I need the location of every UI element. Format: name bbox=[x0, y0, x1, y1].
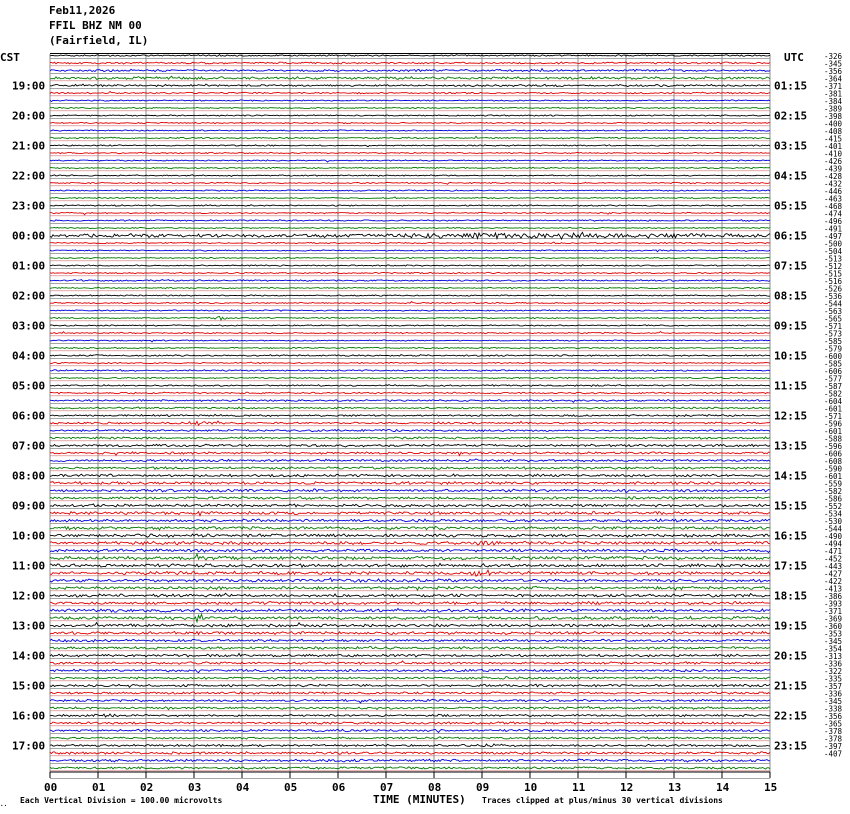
right-hour-label: 02:15 bbox=[774, 109, 808, 123]
trace-offset-label: -397 bbox=[824, 742, 843, 751]
left-hour-label: 10:00 bbox=[12, 529, 46, 543]
trace-offset-label: -446 bbox=[824, 187, 843, 196]
trace-offset-label: -563 bbox=[824, 307, 843, 316]
trace-offset-label: -356 bbox=[824, 712, 843, 721]
right-hour-label: 07:15 bbox=[774, 259, 808, 273]
trace-offset-label: -369 bbox=[824, 614, 843, 624]
right-hour-label: 05:15 bbox=[774, 199, 808, 213]
left-timezone-label: CST bbox=[0, 51, 20, 64]
trace-offset-label: -552 bbox=[824, 502, 843, 511]
trace-offset-label: -463 bbox=[824, 194, 843, 204]
seismic-trace bbox=[50, 287, 770, 289]
seismic-trace bbox=[50, 362, 770, 364]
right-hour-label: 09:15 bbox=[774, 319, 808, 333]
trace-offset-label: -571 bbox=[824, 412, 843, 421]
seismic-trace bbox=[50, 84, 770, 87]
seismic-trace bbox=[50, 474, 770, 477]
x-tick-label: 01 bbox=[92, 781, 106, 794]
trace-offset-label: -586 bbox=[824, 494, 843, 504]
scale-note: Each Vertical Division = 100.00 microvolts bbox=[20, 796, 223, 805]
seismic-trace bbox=[50, 265, 770, 266]
seismic-trace bbox=[50, 69, 770, 72]
trace-offset-label: -601 bbox=[824, 472, 843, 481]
trace-offset-label: -365 bbox=[824, 719, 843, 729]
right-hour-label: 03:15 bbox=[774, 139, 808, 153]
left-hour-label: 04:00 bbox=[12, 349, 46, 363]
trace-offset-label: -587 bbox=[824, 382, 843, 391]
seismic-trace bbox=[50, 316, 770, 319]
x-tick-label: 15 bbox=[764, 781, 778, 794]
seismic-trace bbox=[50, 729, 770, 732]
trace-offset-label: -336 bbox=[824, 659, 843, 669]
trace-offset-label: -336 bbox=[824, 689, 843, 699]
trace-offset-label: -497 bbox=[824, 232, 843, 241]
trace-offset-label: -606 bbox=[824, 367, 843, 376]
left-hour-label: 12:00 bbox=[12, 589, 46, 603]
trace-offset-label: -516 bbox=[824, 277, 843, 286]
seismic-trace bbox=[50, 220, 770, 222]
seismic-trace bbox=[50, 355, 770, 357]
x-axis-title: TIME (MINUTES) bbox=[373, 793, 466, 806]
trace-offset-label: -322 bbox=[824, 667, 843, 676]
seismic-trace bbox=[50, 370, 770, 372]
right-hour-label: 22:15 bbox=[774, 709, 808, 723]
trace-offset-label: -582 bbox=[824, 487, 843, 496]
trace-offset-label: -513 bbox=[824, 254, 843, 264]
seismic-trace bbox=[50, 714, 770, 717]
trace-offset-label: -413 bbox=[824, 584, 843, 594]
x-tick-label: 04 bbox=[236, 781, 250, 794]
seismic-trace bbox=[50, 62, 770, 64]
seismic-trace bbox=[50, 554, 770, 560]
right-hour-label: 20:15 bbox=[774, 649, 808, 663]
trace-offset-label: -408 bbox=[824, 127, 843, 136]
trace-offset-label: -590 bbox=[824, 464, 843, 474]
left-hour-label: 06:00 bbox=[12, 409, 46, 423]
trace-offset-label: -313 bbox=[824, 652, 843, 661]
seismic-trace bbox=[50, 130, 770, 131]
seismic-trace bbox=[50, 669, 770, 672]
trace-offset-label: -601 bbox=[824, 404, 843, 414]
trace-offset-label: -474 bbox=[824, 209, 843, 219]
clip-note: Traces clipped at plus/minus 30 vertical divisions bbox=[482, 796, 723, 805]
x-tick-label: 11 bbox=[572, 781, 586, 794]
trace-offset-label: -596 bbox=[824, 419, 843, 429]
trace-offset-label: -608 bbox=[824, 457, 843, 466]
trace-offset-label: -534 bbox=[824, 509, 843, 519]
seismic-trace bbox=[50, 175, 770, 177]
left-hour-labels bbox=[12, 80, 45, 753]
trace-offset-label: -582 bbox=[824, 389, 843, 399]
seismic-trace bbox=[50, 744, 770, 747]
trace-offset-label: -579 bbox=[824, 344, 843, 354]
seismic-trace bbox=[50, 295, 770, 296]
right-hour-label: 12:15 bbox=[774, 409, 808, 423]
x-tick-label: 00 bbox=[44, 781, 58, 794]
x-tick-label: 02 bbox=[140, 781, 154, 794]
seismic-trace bbox=[50, 385, 770, 387]
seismic-trace bbox=[50, 414, 770, 416]
trace-offset-label: -384 bbox=[824, 97, 843, 106]
seismic-trace bbox=[50, 722, 770, 724]
seismic-trace bbox=[50, 609, 770, 613]
trace-offset-label: -536 bbox=[824, 292, 843, 301]
right-hour-label: 16:15 bbox=[774, 529, 808, 543]
trace-offset-label: -410 bbox=[824, 149, 843, 159]
x-tick-label: 03 bbox=[188, 781, 202, 794]
x-tick-label: 14 bbox=[716, 781, 730, 794]
seismic-trace bbox=[50, 347, 770, 348]
right-hour-label: 17:15 bbox=[774, 559, 808, 573]
trace-offset-label: -386 bbox=[824, 592, 843, 601]
seismic-trace bbox=[50, 504, 770, 507]
seismic-trace bbox=[50, 647, 770, 650]
trace-offset-label: -393 bbox=[824, 599, 843, 609]
left-hour-label: 01:00 bbox=[12, 259, 46, 273]
left-hour-label: 20:00 bbox=[12, 109, 46, 123]
trace-offset-label: -600 bbox=[824, 352, 843, 361]
seismic-trace bbox=[50, 692, 770, 694]
seismic-trace bbox=[50, 91, 770, 93]
trace-offset-label: -353 bbox=[824, 629, 843, 639]
trace-offset-label: -354 bbox=[824, 644, 843, 654]
seismic-trace bbox=[50, 190, 770, 191]
seismic-trace bbox=[50, 570, 770, 576]
trace-offset-labels bbox=[824, 52, 843, 759]
trace-offset-label: -381 bbox=[824, 89, 843, 99]
seismic-trace bbox=[50, 340, 770, 342]
left-hour-label: 21:00 bbox=[12, 139, 46, 153]
x-tick-label: 07 bbox=[380, 781, 394, 794]
seismic-trace bbox=[50, 250, 770, 252]
seismic-trace bbox=[50, 759, 770, 762]
right-hour-label: 15:15 bbox=[774, 499, 808, 513]
left-hour-label: 02:00 bbox=[12, 289, 46, 303]
seismic-trace bbox=[50, 160, 770, 162]
seismic-trace bbox=[50, 115, 770, 116]
trace-offset-label: -588 bbox=[824, 434, 843, 444]
seismic-trace bbox=[50, 197, 770, 199]
left-hour-label: 15:00 bbox=[12, 679, 46, 693]
trace-offset-label: -530 bbox=[824, 517, 843, 526]
trace-offset-label: -565 bbox=[824, 314, 843, 324]
seismic-trace bbox=[50, 752, 770, 755]
seismic-trace bbox=[50, 578, 770, 582]
left-hour-label: 03:00 bbox=[12, 319, 46, 333]
trace-offset-label: -494 bbox=[824, 539, 843, 549]
seismic-trace bbox=[50, 122, 770, 123]
right-hour-label: 10:15 bbox=[774, 349, 808, 363]
seismic-trace bbox=[50, 152, 770, 153]
left-hour-label: 07:00 bbox=[12, 439, 46, 453]
seismic-trace bbox=[50, 467, 770, 470]
right-timezone-label: UTC bbox=[784, 51, 804, 64]
left-hour-label: 11:00 bbox=[12, 559, 46, 573]
left-hour-label: 08:00 bbox=[12, 469, 46, 483]
right-hour-label: 08:15 bbox=[774, 289, 808, 303]
trace-offset-label: -338 bbox=[824, 704, 843, 714]
trace-offset-label: -345 bbox=[824, 697, 843, 706]
seismic-trace bbox=[50, 212, 770, 214]
seismic-trace bbox=[50, 76, 770, 79]
seismic-trace bbox=[50, 182, 770, 184]
seismic-trace bbox=[50, 331, 770, 333]
trace-offset-label: -496 bbox=[824, 217, 843, 226]
header-date: Feb11,2026 bbox=[49, 4, 116, 17]
trace-offset-label: -400 bbox=[824, 119, 843, 129]
trace-offset-label: -364 bbox=[824, 74, 843, 84]
seismic-trace bbox=[50, 399, 770, 402]
seismic-trace bbox=[50, 167, 770, 169]
trace-offset-label: -526 bbox=[824, 284, 843, 294]
trace-offset-label: -357 bbox=[824, 682, 843, 691]
right-hour-label: 21:15 bbox=[774, 679, 808, 693]
trace-offset-label: -596 bbox=[824, 442, 843, 451]
seismic-trace bbox=[50, 227, 770, 228]
seismic-trace bbox=[50, 145, 770, 147]
seismic-trace bbox=[50, 107, 770, 109]
seismic-trace bbox=[50, 242, 770, 244]
seismic-trace bbox=[50, 706, 770, 709]
seismic-trace bbox=[50, 519, 770, 522]
right-hour-label: 01:15 bbox=[774, 79, 808, 93]
trace-offset-label: -500 bbox=[824, 239, 843, 249]
seismic-trace bbox=[50, 325, 770, 326]
left-hour-label: 19:00 bbox=[12, 79, 46, 93]
seismic-trace bbox=[50, 310, 770, 311]
seismic-trace bbox=[50, 482, 770, 485]
trace-offset-label: -573 bbox=[824, 329, 843, 339]
trace-offset-label: -606 bbox=[824, 449, 843, 459]
seismic-trace bbox=[50, 549, 770, 553]
seismic-trace bbox=[50, 563, 770, 567]
x-axis-ticks bbox=[44, 772, 777, 794]
x-tick-label: 06 bbox=[332, 781, 346, 794]
seismic-trace bbox=[50, 100, 770, 102]
seismic-trace bbox=[50, 421, 770, 425]
trace-offset-label: -389 bbox=[824, 104, 843, 114]
trace-offset-label: -471 bbox=[824, 547, 843, 556]
seismic-trace bbox=[50, 684, 770, 687]
seismic-trace bbox=[50, 661, 770, 664]
seismic-trace bbox=[50, 392, 770, 394]
seismic-trace bbox=[50, 699, 770, 703]
right-hour-label: 14:15 bbox=[774, 469, 808, 483]
trace-offset-label: -432 bbox=[824, 179, 843, 189]
left-hour-label: 05:00 bbox=[12, 379, 46, 393]
left-hour-label: 14:00 bbox=[12, 649, 46, 663]
right-hour-label: 11:15 bbox=[774, 379, 808, 393]
x-tick-label: 09 bbox=[476, 781, 490, 794]
header-location: (Fairfield, IL) bbox=[49, 34, 149, 47]
x-tick-label: 13 bbox=[668, 781, 682, 794]
seismic-trace bbox=[50, 429, 770, 431]
seismic-trace bbox=[50, 444, 770, 447]
trace-offset-label: -585 bbox=[824, 337, 843, 346]
seismic-trace bbox=[50, 623, 770, 627]
trace-offset-label: -571 bbox=[824, 322, 843, 331]
seismic-trace bbox=[50, 489, 770, 493]
trace-offset-label: -559 bbox=[824, 479, 843, 489]
trace-offset-label: -345 bbox=[824, 637, 843, 646]
trace-offset-label: -326 bbox=[824, 52, 843, 61]
seismic-trace bbox=[50, 534, 770, 537]
right-hour-labels bbox=[774, 80, 807, 753]
left-hour-label: 09:00 bbox=[12, 499, 46, 513]
trace-offset-label: -490 bbox=[824, 532, 843, 541]
trace-offset-label: -335 bbox=[824, 674, 843, 684]
seismic-traces bbox=[50, 55, 770, 770]
trace-offset-label: -401 bbox=[824, 142, 843, 151]
trace-offset-label: -426 bbox=[824, 157, 843, 166]
right-hour-label: 19:15 bbox=[774, 619, 808, 633]
seismic-trace bbox=[50, 512, 770, 516]
left-hour-label: 22:00 bbox=[12, 169, 46, 183]
trace-offset-label: -415 bbox=[824, 134, 843, 144]
seismic-trace bbox=[50, 55, 770, 57]
seismic-trace bbox=[50, 302, 770, 304]
left-hour-label: 13:00 bbox=[12, 619, 46, 633]
x-tick-label: 08 bbox=[428, 781, 442, 794]
seismic-trace bbox=[50, 452, 770, 456]
trace-offset-label: -439 bbox=[824, 164, 843, 174]
trace-offset-label: -512 bbox=[824, 262, 843, 271]
x-tick-label: 05 bbox=[284, 781, 298, 794]
minute-gridlines bbox=[50, 54, 770, 772]
trace-offset-label: -378 bbox=[824, 727, 843, 736]
seismic-trace bbox=[50, 280, 770, 282]
seismic-trace bbox=[50, 653, 770, 657]
trace-offset-label: -443 bbox=[824, 562, 843, 571]
trace-offset-label: -378 bbox=[824, 734, 843, 744]
seismic-trace bbox=[50, 767, 770, 770]
trace-offset-label: -371 bbox=[824, 82, 843, 91]
corner-mark: .. bbox=[0, 801, 8, 808]
trace-offset-label: -468 bbox=[824, 202, 843, 211]
trace-offset-label: -604 bbox=[824, 397, 843, 406]
seismic-trace bbox=[50, 639, 770, 642]
trace-offset-label: -407 bbox=[824, 749, 843, 759]
trace-offset-label: -504 bbox=[824, 247, 843, 256]
trace-offset-label: -491 bbox=[824, 224, 843, 234]
seismic-trace bbox=[50, 737, 770, 739]
trace-offset-label: -427 bbox=[824, 569, 843, 579]
seismic-trace bbox=[50, 602, 770, 605]
trace-offset-label: -398 bbox=[824, 112, 843, 121]
seismic-trace bbox=[50, 257, 770, 258]
trace-offset-label: -577 bbox=[824, 374, 843, 384]
right-hour-label: 06:15 bbox=[774, 229, 808, 243]
seismic-trace bbox=[50, 497, 770, 500]
seismic-trace bbox=[50, 593, 770, 597]
trace-offset-label: -422 bbox=[824, 577, 843, 586]
trace-offset-label: -601 bbox=[824, 427, 843, 436]
x-tick-label: 12 bbox=[620, 781, 634, 794]
seismic-trace bbox=[50, 407, 770, 409]
trace-offset-label: -356 bbox=[824, 67, 843, 76]
seismic-trace bbox=[50, 586, 770, 590]
trace-offset-label: -360 bbox=[824, 622, 843, 631]
left-hour-label: 00:00 bbox=[12, 229, 46, 243]
seismic-trace bbox=[50, 459, 770, 462]
seismic-trace bbox=[50, 136, 770, 138]
seismic-trace bbox=[50, 676, 770, 679]
right-hour-label: 18:15 bbox=[774, 589, 808, 603]
trace-offset-label: -371 bbox=[824, 607, 843, 616]
x-tick-label: 10 bbox=[524, 781, 538, 794]
trace-offset-label: -585 bbox=[824, 359, 843, 369]
trace-offset-label: -544 bbox=[824, 524, 843, 534]
seismic-trace bbox=[50, 377, 770, 379]
trace-offset-label: -428 bbox=[824, 172, 843, 181]
seismic-trace bbox=[50, 526, 770, 529]
seismic-trace bbox=[50, 541, 770, 545]
right-hour-label: 23:15 bbox=[774, 739, 808, 753]
trace-offset-label: -345 bbox=[824, 59, 843, 69]
right-hour-label: 04:15 bbox=[774, 169, 808, 183]
trace-offset-label: -515 bbox=[824, 269, 843, 279]
trace-offset-label: -452 bbox=[824, 554, 843, 564]
seismic-trace bbox=[50, 205, 770, 206]
header-station: FFIL BHZ NM 00 bbox=[49, 19, 142, 32]
right-hour-label: 13:15 bbox=[774, 439, 808, 453]
trace-offset-label: -544 bbox=[824, 299, 843, 309]
seismic-trace bbox=[50, 437, 770, 439]
left-hour-label: 17:00 bbox=[12, 739, 46, 753]
left-hour-label: 23:00 bbox=[12, 199, 46, 213]
seismic-trace bbox=[50, 631, 770, 634]
left-hour-label: 16:00 bbox=[12, 709, 46, 723]
seismic-trace bbox=[50, 272, 770, 273]
